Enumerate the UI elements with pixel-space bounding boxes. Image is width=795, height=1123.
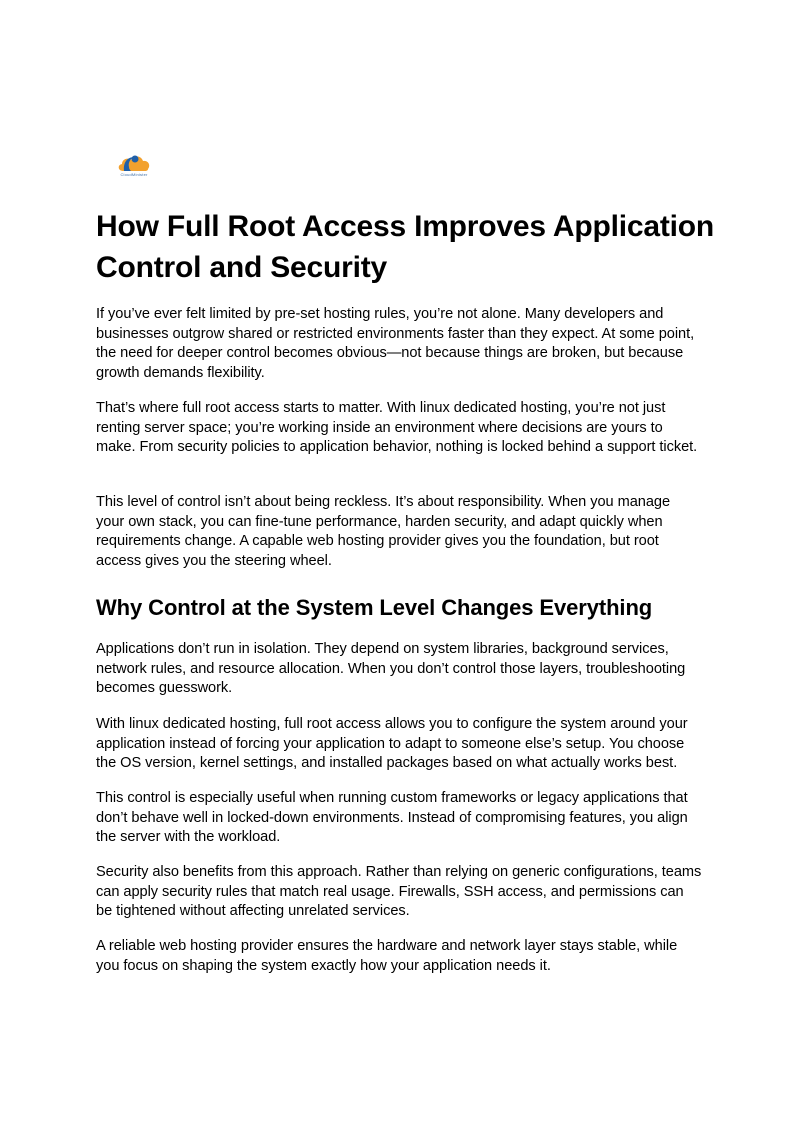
cloud-logo-icon (113, 150, 155, 174)
logo (113, 150, 155, 178)
section-paragraph-4: Security also benefits from this approach. Rather than relying on generic configurations, teams can apply security rules that match real usage. Firewalls, SSH access, and permissions can be tightened without affecting unrelated services. (96, 864, 702, 920)
intro-paragraph-1: If you’ve ever felt limited by pre-set hosting rules, you’re not alone. Many developers and businesses outgrow shared or restricted environments faster than they expect. At some point, the need for deeper control becomes obvious—not because things are broken, but because growth demands flexibility. (96, 306, 695, 381)
section-paragraph-3: This control is especially useful when running custom frameworks or legacy applications that don’t behave well in locked-down environments. Instead of compromising features, you align the server with the workload. (96, 790, 688, 846)
section-paragraph-2: With linux dedicated hosting, full root access allows you to configure the system around your application instead of forcing your application to adapt to someone else’s setup. You choose the OS version, kernel settings, and installed packages based on what actually works best. (96, 716, 688, 772)
section-paragraph-5: A reliable web hosting provider ensures the hardware and network layer stays stable, while you focus on shaping the system exactly how your application needs it. (96, 938, 678, 974)
section-paragraph-1: Applications don’t run in isolation. They depend on system libraries, background services, network rules, and resource allocation. When you don’t control those layers, troubleshooting becomes guesswork. (96, 641, 686, 697)
page-title: How Full Root Access Improves Application Control and Security (96, 210, 715, 284)
intro-paragraph-3: This level of control isn’t about being reckless. It’s about responsibility. When you manage your own stack, you can fine-tune performance, harden security, and adapt quickly when requirements change. A capable web hosting provider gives you the foundation, but root access gives you the steering wheel. (96, 494, 671, 569)
intro-paragraph-2: That’s where full root access starts to matter. With linux dedicated hosting, you’re not just renting server space; you’re working inside an environment where decisions are yours to make. From security policies to application behavior, nothing is locked behind a support ticket. (96, 400, 698, 456)
logo-text: CloudMinister (120, 172, 148, 177)
section-heading: Why Control at the System Level Changes Everything (96, 595, 653, 620)
